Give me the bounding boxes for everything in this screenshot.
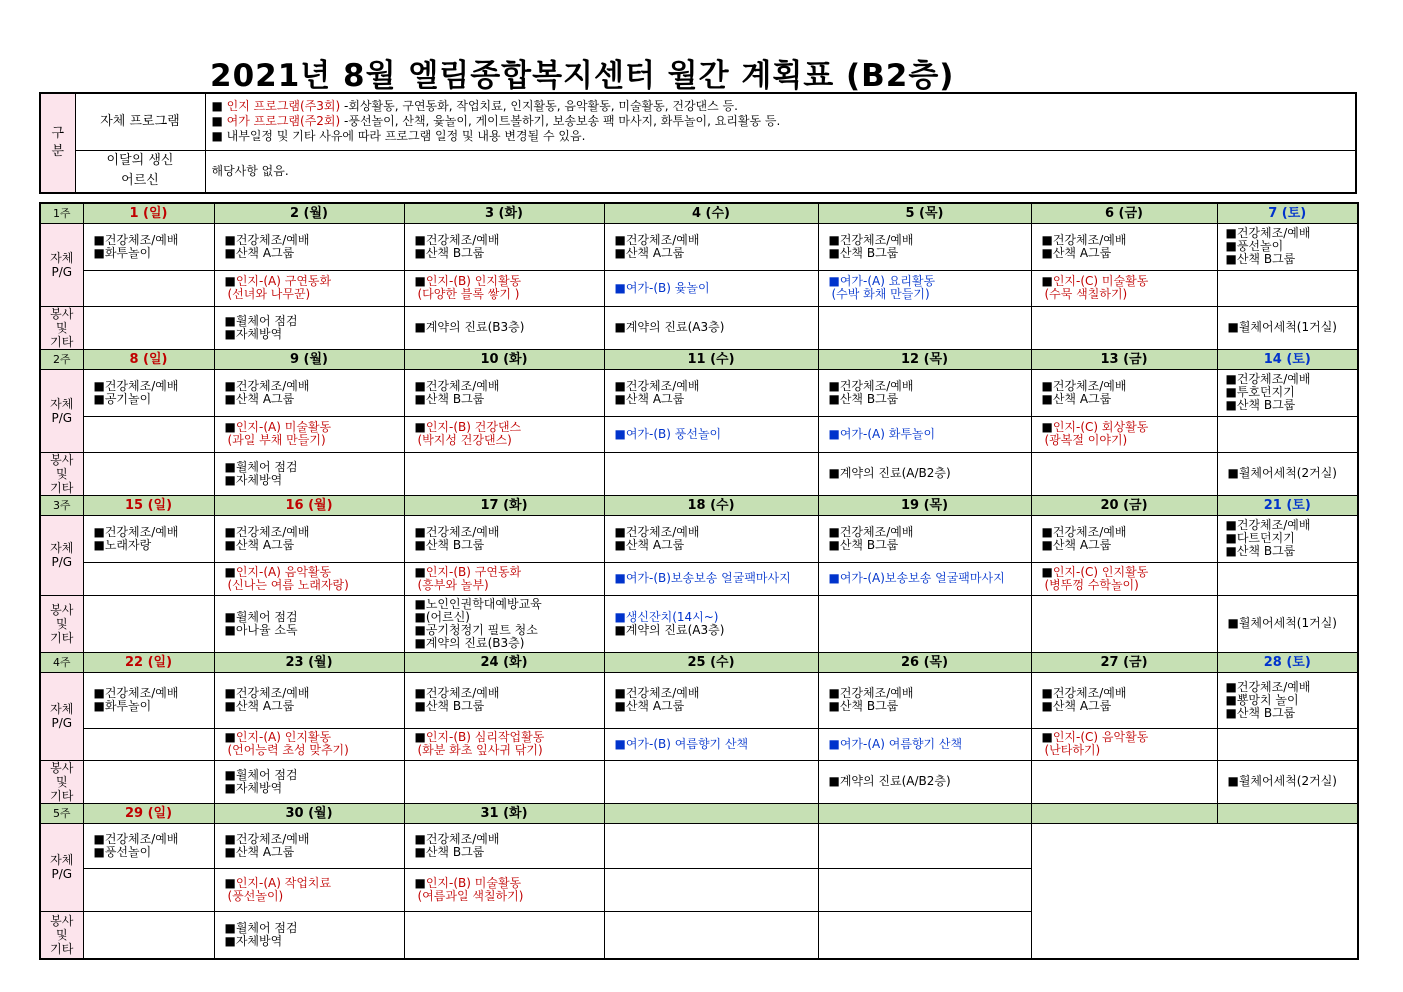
sub-line: 인지-(A) 미술활동 [235,420,332,434]
etc-line: 계약의 진료(A3층) [625,622,725,637]
pg-label: 자체 P/G [40,672,83,760]
pg: ■건강체조/예배 ■산책 B그룹 [818,223,1031,270]
page-title: 2021년 8월 엘림종합복지센터 월간 계획표 (B2층) [210,58,955,94]
pg-line: 산책 A그룹 [235,391,295,406]
sub-line: (화분 화초 잎사귀 닦기) [417,743,543,757]
etc-line: 자체방역 [235,326,283,341]
sub-line: (흥부와 놀부) [417,577,489,592]
pg-line: 건강체조/예배 [625,524,700,539]
etc-line: 휠체어세척(1거실) [1238,320,1337,334]
pg: ■건강체조/예배 ■풍선놀이 [83,823,214,868]
etc-line: 휠체어세척(1거실) [1238,616,1337,630]
sub [83,270,214,306]
sub: ■여가-(A) 요리활동 (수박 화채 만들기) [818,270,1031,306]
etc-line: 아나율 소독 [235,622,298,637]
pg-line: 산책 A그룹 [235,245,295,260]
etc: ■휠체어 점검 ■자체방역 [214,452,404,495]
pg-line: 산책 A그룹 [625,699,685,713]
etc: ■휠체어 점검 ■아나율 소독 [214,595,404,652]
etc-line: 노인인권학대예방교육 [425,596,542,611]
pg-line: 건강체조/예배 [235,232,310,247]
pg-line: 화투놀이 [104,699,152,713]
sub-line: 여가-(B) 윷놀이 [625,280,710,295]
sub: ■인지-(A) 미술활동 (과일 부채 만들기) [214,416,404,452]
pg-line: 건강체조/예배 [839,232,914,247]
pg-line: 풍선놀이 [104,844,152,859]
etc-label: 봉사 및 기타 [40,595,83,652]
sub-line: 인지-(C) 미술활동 [1052,274,1149,288]
sub-line: (박지성 건강댄스) [417,433,512,447]
birthday-label: 이달의 생신 어르신 [75,150,205,193]
pg: ■건강체조/예배 ■산책 A그룹 [214,369,404,416]
etc-line: 계약의 진료(A/B2층) [839,466,951,480]
pg-line: 산책 B그룹 [425,391,485,406]
pg: ■건강체조/예배 ■산책 A그룹 [604,223,818,270]
etc [1031,760,1217,803]
etc [1031,595,1217,652]
sub [83,416,214,452]
empty-cell [604,823,818,868]
pg-line: 산책 A그룹 [235,699,295,713]
sub-line: 인지-(B) 인지활동 [425,274,522,288]
sub: ■인지-(B) 인지활동 (다양한 블록 쌓기 ) [404,270,604,306]
etc: ■계약의 진료(A/B2층) [818,760,1031,803]
sub: ■인지-(A) 구연동화 (선녀와 나무꾼) [214,270,404,306]
monthly-calendar [39,202,1359,960]
sub-line: 여가-(A) 요리활동 [839,274,936,288]
etc-label: 봉사 및 기타 [40,306,83,349]
gubun-label: 구 분 [40,93,75,193]
etc [83,306,214,349]
sub-line: (선녀와 나무꾼) [227,287,311,301]
sub: ■인지-(C) 미술활동 (수묵 색칠하기) [1031,270,1217,306]
pg: ■건강체조/예배 ■산책 A그룹 [1031,515,1217,562]
pg-line: 산책 B그룹 [425,245,485,260]
pg: ■건강체조/예배 ■산책 B그룹 [818,672,1031,728]
pg-line: 건강체조/예배 [1236,372,1311,386]
sub-line: 인지-(C) 인지활동 [1052,564,1149,579]
etc [83,452,214,495]
day-header: 6 (금) [1031,203,1217,223]
pg: ■건강체조/예배 ■산책 A그룹 [604,369,818,416]
day-header: 11 (수) [604,349,818,369]
sub-line: 인지-(B) 미술활동 [425,875,522,890]
sub: ■여가-(A) 화투놀이 [818,416,1031,452]
sub-line: 여가-(B)보송보송 얼굴팩마사지 [625,571,791,585]
pg-line: 노래자랑 [104,537,152,552]
day-header: 17 (화) [404,495,604,515]
sub: ■인지-(B) 미술활동 (여름과일 색칠하기) [404,868,604,911]
sub-line: 인지-(A) 구연동화 [235,274,332,288]
day-header: 27 (금) [1031,652,1217,672]
empty-day-header [1217,803,1358,823]
sub: ■인지-(A) 음악활동 (신나는 여름 노래자랑) [214,562,404,595]
pg-line: 산책 A그룹 [625,245,685,260]
etc-line: 계약의 진료(A/B2층) [839,774,951,788]
pg: ■건강체조/예배 ■화투놀이 [83,672,214,728]
pg-line: 산책 A그룹 [1052,537,1112,552]
pg-line: 산책 B그룹 [1236,252,1296,266]
pg: ■건강체조/예배 ■산책 A그룹 [1031,369,1217,416]
pg-label: 자체 P/G [40,515,83,595]
day-header: 3 (화) [404,203,604,223]
sub-line: 인지-(A) 인지활동 [235,730,332,744]
sub-line: 인지-(B) 구연동화 [425,564,522,579]
pg-line: 건강체조/예배 [235,524,310,539]
pg-line: 건강체조/예배 [1236,226,1311,240]
day-header: 16 (월) [214,495,404,515]
sub: ■여가-(A)보송보송 얼굴팩마사지 [818,562,1031,595]
etc [404,452,604,495]
sub [83,562,214,595]
sub-line: (병뚜껑 수학놀이) [1044,577,1139,592]
etc [604,452,818,495]
day-header: 9 (월) [214,349,404,369]
day-header: 20 (금) [1031,495,1217,515]
etc: ■휠체어 점검 ■자체방역 [214,760,404,803]
etc-line: 휠체어 점검 [235,459,298,474]
empty-day-header [818,803,1031,823]
sub-line: (수묵 색칠하기) [1044,287,1128,301]
etc-label: 봉사 및 기타 [40,911,83,959]
pg: ■건강체조/예배 ■공기놀이 [83,369,214,416]
day-header: 8 (일) [83,349,214,369]
etc-line: 공기청정기 필트 청소 [425,622,538,637]
pg: ■건강체조/예배 ■뿅망치 놀이 ■산책 B그룹 [1217,672,1358,728]
day-header: 22 (일) [83,652,214,672]
sub-line: 인지-(C) 회상활동 [1052,420,1149,434]
etc: ■계약의 진료(A/B2층) [818,452,1031,495]
empty-day-header [1031,803,1217,823]
etc [818,306,1031,349]
sub-line: 여가-(B) 풍선놀이 [625,426,722,441]
sub [83,868,214,911]
sub-line: 여가-(A) 화투놀이 [839,426,936,441]
pg-line: 다트던지기 [1236,531,1295,545]
pg-line: 화투놀이 [104,245,152,260]
etc: ■생신잔치(14시~) ■계약의 진료(A3층) [604,595,818,652]
etc: ■계약의 진료(A3층) [604,306,818,349]
pg-line: 건강체조/예배 [839,686,914,700]
pg-line: 건강체조/예배 [425,524,500,539]
pg-line: 투호던지기 [1236,385,1295,399]
empty-cell [818,868,1031,911]
week-label: 2주 [40,349,83,369]
sub: ■인지-(C) 회상활동 (광복절 이야기) [1031,416,1217,452]
etc: ■휠체어 점검 ■자체방역 [214,306,404,349]
sub [1217,562,1358,595]
pg-line: 건강체조/예배 [1052,686,1127,700]
pg: ■건강체조/예배 ■산책 B그룹 [818,515,1031,562]
etc [404,911,604,959]
pg-line: 건강체조/예배 [104,524,179,539]
day-header: 10 (화) [404,349,604,369]
sub-line: 인지-(B) 심리작업활동 [425,730,545,744]
pg-line: 산책 B그룹 [839,699,899,713]
pg-line: 산책 A그룹 [625,537,685,552]
pg: ■건강체조/예배 ■산책 A그룹 [1031,672,1217,728]
pg: ■건강체조/예배 ■산책 A그룹 [214,223,404,270]
sub-line: (과일 부채 만들기) [227,433,326,447]
pg-line: 건강체조/예배 [625,686,700,700]
pg-line: 산책 B그룹 [425,844,485,859]
pg-line: 산책 B그룹 [839,391,899,406]
etc-line: 휠체어 점검 [235,920,298,935]
sub-line: (언어능력 초성 맞추기) [227,743,349,757]
pg-line: 건강체조/예배 [425,232,500,247]
day-header: 14 (토) [1217,349,1358,369]
sub: ■인지-(B) 심리작업활동 (화분 화초 잎사귀 닦기) [404,728,604,760]
etc-line: 휠체어 점검 [235,767,298,782]
pg-line: 산책 B그룹 [839,245,899,260]
pg-line: 건강체조/예배 [104,232,179,247]
pg-line: 풍선놀이 [1236,239,1284,253]
pg-line: 건강체조/예배 [104,378,179,393]
sub-line: 여가-(A) 여름향기 산책 [839,736,963,751]
pg-line: 산책 A그룹 [1052,245,1112,260]
etc [404,760,604,803]
day-header: 31 (화) [404,803,604,823]
pg-line: 건강체조/예배 [425,686,500,700]
pg: ■건강체조/예배 ■산책 B그룹 [404,515,604,562]
sub-line: 인지-(B) 건강댄스 [425,420,522,434]
etc [818,595,1031,652]
pg-line: 산책 B그룹 [1236,398,1296,412]
etc-line: 휠체어세척(2거실) [1238,774,1337,788]
pg-line: 건강체조/예배 [1052,378,1127,393]
sub: ■인지-(A) 인지활동 (언어능력 초성 맞추기) [214,728,404,760]
sub: ■여가-(B) 윷놀이 [604,270,818,306]
pg: ■건강체조/예배 ■산책 A그룹 [604,515,818,562]
pg-line: 산책 A그룹 [235,844,295,859]
sub: ■여가-(A) 여름향기 산책 [818,728,1031,760]
empty-cell [604,911,818,959]
day-header: 12 (목) [818,349,1031,369]
pg-line: 산책 B그룹 [839,537,899,552]
etc [83,760,214,803]
pg: ■건강체조/예배 ■산책 B그룹 [404,369,604,416]
sub: ■인지-(A) 작업치료 (풍선놀이) [214,868,404,911]
pg-line: 건강체조/예배 [235,686,310,700]
day-header: 26 (목) [818,652,1031,672]
etc: ■휠체어 점검 ■자체방역 [214,911,404,959]
etc: ■휠체어세척(1거실) [1217,306,1358,349]
etc-line: 자체방역 [235,780,283,795]
day-header: 28 (토) [1217,652,1358,672]
etc [1031,306,1217,349]
empty-cell [818,823,1031,868]
sub-line: (광복절 이야기) [1044,433,1128,447]
etc: ■계약의 진료(B3층) [404,306,604,349]
pg-line: 산책 B그룹 [1236,705,1296,720]
sub [1217,728,1358,760]
etc-line: 휠체어 점검 [235,609,298,624]
sub-line: (난타하기) [1044,743,1101,757]
pg-line: 산책 A그룹 [1052,699,1112,713]
pg: ■건강체조/예배 ■풍선놀이 ■산책 B그룹 [1217,223,1358,270]
empty-area [1031,823,1358,959]
pg: ■건강체조/예배 ■화투놀이 [83,223,214,270]
sub-line: (다양한 블록 쌓기 ) [417,287,520,301]
program-notes: ■ 인지 프로그램(주3회) -회상활동, 구연동화, 작업치료, 인지활동, 음악활동, 미술활동, 건강댄스 등. ■ 여가 프로그램(주2회) -풍선놀이, 산책, 윷놀이, 게이트볼하기, 보송보송 팩 마사지, 화투놀이, 요리활동 등. ■ 내부일정 및 기타 사유에 따라 프로그램 일정 및 내용 변경될 수 있음. [205,93,1356,150]
pg-line: 뿅망치 놀이 [1236,692,1299,707]
sub: ■인지-(B) 구연동화 (흥부와 놀부) [404,562,604,595]
sub-line: 인지-(A) 작업치료 [235,875,332,890]
etc [604,760,818,803]
sub-line: 여가-(B) 여름향기 산책 [625,736,749,751]
day-header: 13 (금) [1031,349,1217,369]
pg-line: 건강체조/예배 [425,378,500,393]
pg: ■건강체조/예배 ■산책 A그룹 [604,672,818,728]
day-header: 1 (일) [83,203,214,223]
pg: ■건강체조/예배 ■산책 B그룹 [404,223,604,270]
pg-line: 산책 B그룹 [425,699,485,713]
program-label: 자체 프로그램 [75,93,205,150]
etc [83,911,214,959]
pg-line: 산책 A그룹 [625,391,685,406]
pg-label: 자체 P/G [40,223,83,306]
sub-line: 인지-(A) 음악활동 [235,564,332,579]
pg-line: 건강체조/예배 [1236,679,1311,694]
pg-line: 건강체조/예배 [104,831,179,846]
etc: ■휠체어세척(1거실) [1217,595,1358,652]
pg: ■건강체조/예배 ■산책 B그룹 [818,369,1031,416]
day-header: 21 (토) [1217,495,1358,515]
day-header: 24 (화) [404,652,604,672]
etc [1031,452,1217,495]
pg-line: 산책 A그룹 [235,537,295,552]
day-header: 7 (토) [1217,203,1358,223]
pg-line: 산책 B그룹 [1236,544,1296,558]
day-header: 25 (수) [604,652,818,672]
sub: ■여가-(B) 여름향기 산책 [604,728,818,760]
sub-line: (여름과일 색칠하기) [417,888,524,903]
pg-line: 건강체조/예배 [625,378,700,393]
day-header: 29 (일) [83,803,214,823]
pg-label: 자체 P/G [40,823,83,911]
pg-line: 건강체조/예배 [839,378,914,393]
pg: ■건강체조/예배 ■산책 A그룹 [1031,223,1217,270]
etc [83,595,214,652]
pg: ■건강체조/예배 ■산책 A그룹 [214,823,404,868]
etc-line: 계약의 진료(B3층) [425,320,525,334]
week-label: 1주 [40,203,83,223]
sub-line: 인지-(C) 음악활동 [1052,730,1149,744]
pg-line: 건강체조/예배 [235,378,310,393]
etc-line: 자체방역 [235,933,283,948]
day-header: 30 (월) [214,803,404,823]
sub-line: (수박 화채 만들기) [831,287,930,301]
pg-line: 건강체조/예배 [235,831,310,846]
program-info-table [39,92,1357,194]
sub-line: (신나는 여름 노래자랑) [227,577,349,592]
pg: ■건강체조/예배 ■산책 A그룹 [214,515,404,562]
pg-line: 건강체조/예배 [1052,232,1127,247]
day-header: 18 (수) [604,495,818,515]
day-header: 5 (목) [818,203,1031,223]
day-header: 4 (수) [604,203,818,223]
etc-label: 봉사 및 기타 [40,760,83,803]
etc-line: 계약의 진료(B3층) [425,635,525,650]
sub [1217,416,1358,452]
day-header: 15 (일) [83,495,214,515]
etc-line: 휠체어세척(2거실) [1238,466,1337,480]
empty-cell [818,911,1031,959]
etc: ■휠체어세척(2거실) [1217,452,1358,495]
sub: ■인지-(C) 인지활동 (병뚜껑 수학놀이) [1031,562,1217,595]
etc: ■휠체어세척(2거실) [1217,760,1358,803]
etc-line: 휠체어 점검 [235,313,298,328]
pg-label: 자체 P/G [40,369,83,452]
week-label: 3주 [40,495,83,515]
sub: ■여가-(B)보송보송 얼굴팩마사지 [604,562,818,595]
pg-line: 건강체조/예배 [104,686,179,700]
sub [83,728,214,760]
day-header: 19 (목) [818,495,1031,515]
week-label: 5주 [40,803,83,823]
day-header: 2 (월) [214,203,404,223]
pg-line: 건강체조/예배 [1236,518,1311,532]
pg-line: 건강체조/예배 [425,831,500,846]
sub-line: 여가-(A)보송보송 얼굴팩마사지 [839,571,1005,585]
pg-line: 건강체조/예배 [625,232,700,247]
pg-line: 산책 A그룹 [1052,391,1112,406]
birthday-value: 해당사항 없음. [205,150,1356,193]
sub-line: (풍선놀이) [227,888,284,903]
etc-line: 자체방역 [235,472,283,487]
empty-day-header [604,803,818,823]
pg-line: 건강체조/예배 [839,524,914,539]
sub: ■인지-(B) 건강댄스 (박지성 건강댄스) [404,416,604,452]
sub: ■인지-(C) 음악활동 (난타하기) [1031,728,1217,760]
sub [1217,270,1358,306]
pg: ■건강체조/예배 ■다트던지기 ■산책 B그룹 [1217,515,1358,562]
day-header: 23 (월) [214,652,404,672]
empty-cell [604,868,818,911]
pg-line: 건강체조/예배 [1052,524,1127,539]
etc-line: (어르신) [425,609,470,624]
pg: ■건강체조/예배 ■노래자랑 [83,515,214,562]
etc-label: 봉사 및 기타 [40,452,83,495]
pg-line: 공기놀이 [104,391,152,406]
pg: ■건강체조/예배 ■투호던지기 ■산책 B그룹 [1217,369,1358,416]
pg: ■건강체조/예배 ■산책 B그룹 [404,823,604,868]
pg: ■건강체조/예배 ■산책 B그룹 [404,672,604,728]
pg-line: 산책 B그룹 [425,537,485,552]
etc-line: 계약의 진료(A3층) [625,320,725,334]
week-label: 4주 [40,652,83,672]
etc-line: 생신잔치(14시~) [625,609,719,624]
etc: ■노인인권학대예방교육 ■(어르신) ■공기청정기 필트 청소 ■계약의 진료(B3층) [404,595,604,652]
sub: ■여가-(B) 풍선놀이 [604,416,818,452]
pg: ■건강체조/예배 ■산책 A그룹 [214,672,404,728]
